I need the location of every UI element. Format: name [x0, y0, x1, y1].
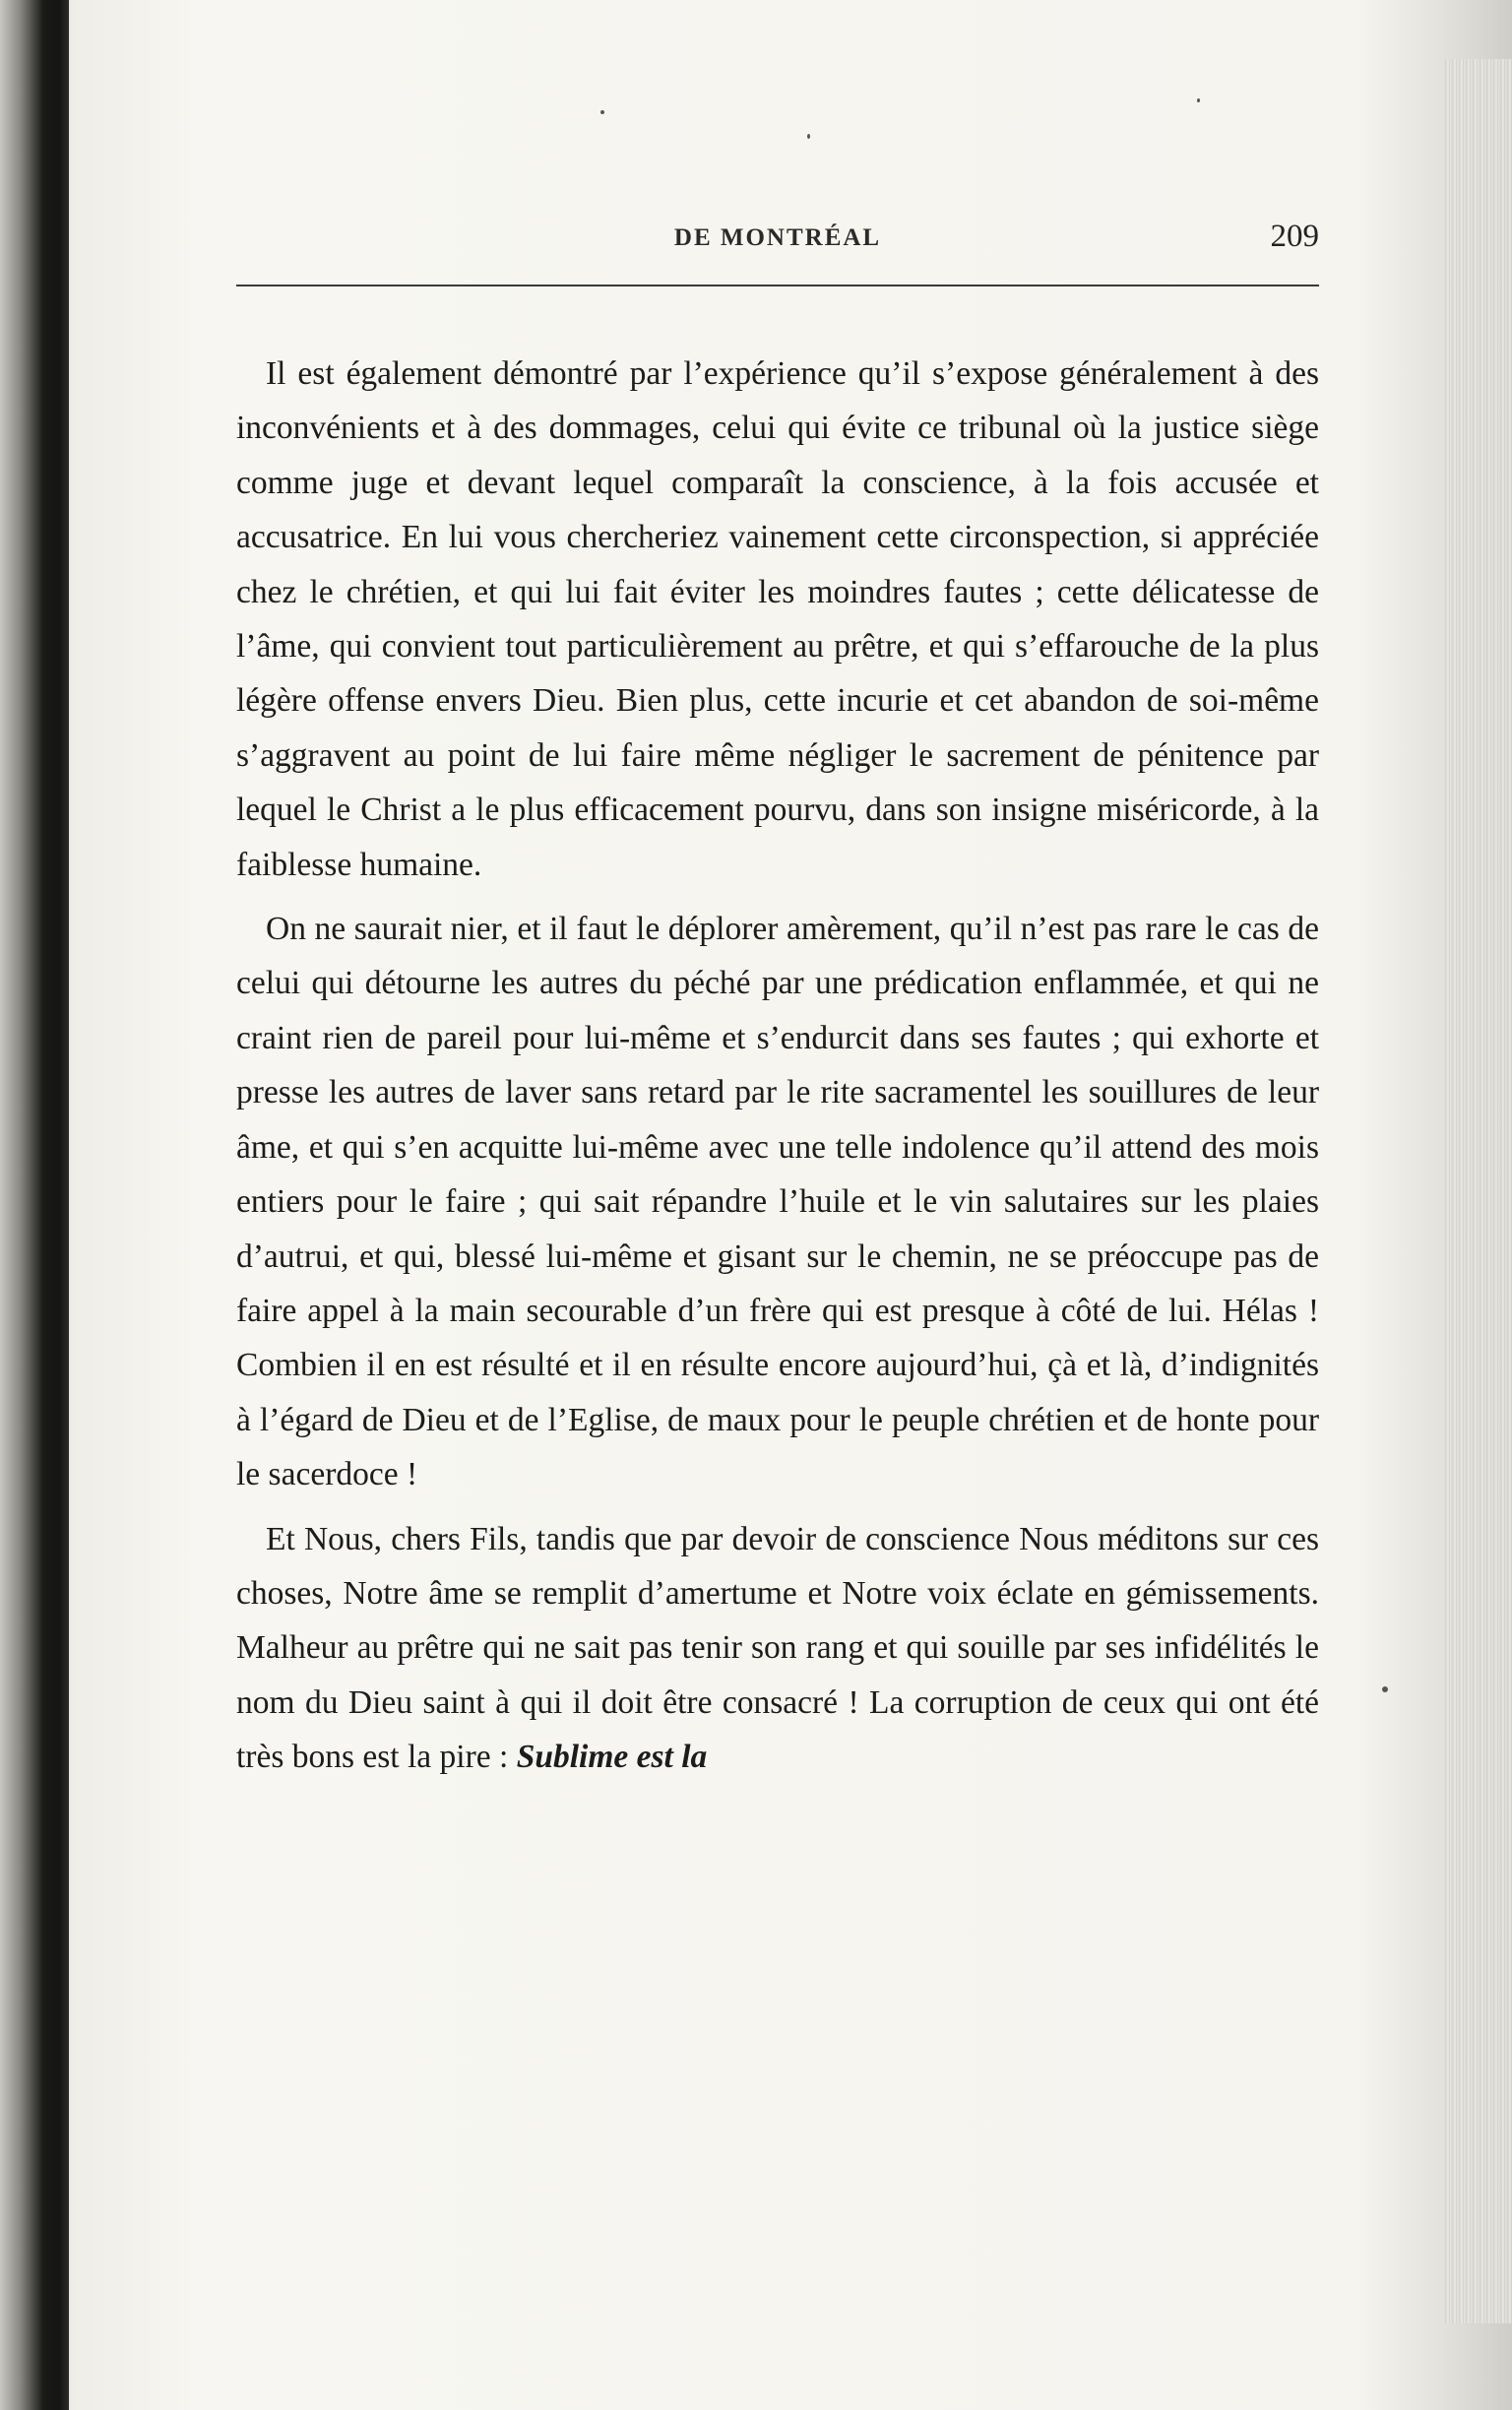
page-number: 209: [1270, 219, 1319, 254]
body-text: [236, 347, 1319, 1795]
running-head: [236, 219, 1319, 258]
page-edges: [1443, 59, 1512, 2323]
scan-speck: [807, 134, 810, 139]
paragraph-2: On ne saurait nier, et il faut le déplorer amèrement, qu’il n’est pas rare le cas de celui qui détourne les autres du péché par une prédication enflammée, et qui ne craint rien de pareil pour lui-même et s’endurcit dans ses fautes ; qui exhorte et presse les autres de laver sans retard par le rite sacramentel les souillures de leur âme, et qui s’en acquitte lui-même avec une telle indolence qu’il attend des mois entiers pour le faire ; qui sait répandre l’huile et le vin salutaires sur les plaies d’autrui, et qui, blessé lui-même et gisant sur le chemin, ne se préoccupe pas de faire appel à la main secourable d’un frère qui est presque à côté de lui. Hélas ! Combien il en est résulté et il en résulte encore aujourd’hui, çà et là, d’indignités à l’égard de Dieu et de l’Eglise, de maux pour le peuple chrétien et de honte pour le sacerdoce !: [236, 911, 1319, 1493]
running-head-title: DE MONTRÉAL: [673, 224, 882, 251]
scan-speck: [1382, 1686, 1388, 1692]
header-rule: [236, 285, 1319, 286]
paragraph-3-italic: Sublime est la: [516, 1739, 708, 1776]
paragraph-1: Il est également démontré par l’expérience qu’il s’expose généralement à des inconvénients et à des dommages, celui qui évite ce tribunal où la justice siège comme juge et devant lequel comparaît la conscience, à la fois accusée et accusatrice. En lui vous chercheriez vainement cette circonspection, si appréciée chez le chrétien, et qui lui fait éviter les moindres fautes ; cette délicatesse de l’âme, qui convient tout particulièrement au prêtre, et qui s’effarouche de la plus légère offense envers Dieu. Bien plus, cette incurie et cet abandon de soi-même s’aggravent au point de lui faire même négliger le sacrement de pénitence par lequel le Christ a le plus efficacement pourvu, dans son insigne miséricorde, à la faiblesse humaine.: [236, 355, 1319, 883]
page: [158, 0, 1329, 2410]
paragraph-3: [236, 1512, 1319, 1785]
book-spine-shadow: [0, 0, 69, 2410]
paragraph-3-text: Et Nous, chers Fils, tandis que par devoir de conscience Nous méditons sur ces choses, Notre âme se remplit d’amertume et Notre voix éclate en gémissements. Malheur au prêtre qui ne sait pas tenir son rang et qui souille par ses infidélités le nom du Dieu saint à qui il doit être consacré ! La corruption de ceux qui ont été très bons est la pire :: [236, 1520, 1319, 1776]
scan-speck: [1197, 98, 1200, 102]
scan-speck: [600, 110, 604, 114]
